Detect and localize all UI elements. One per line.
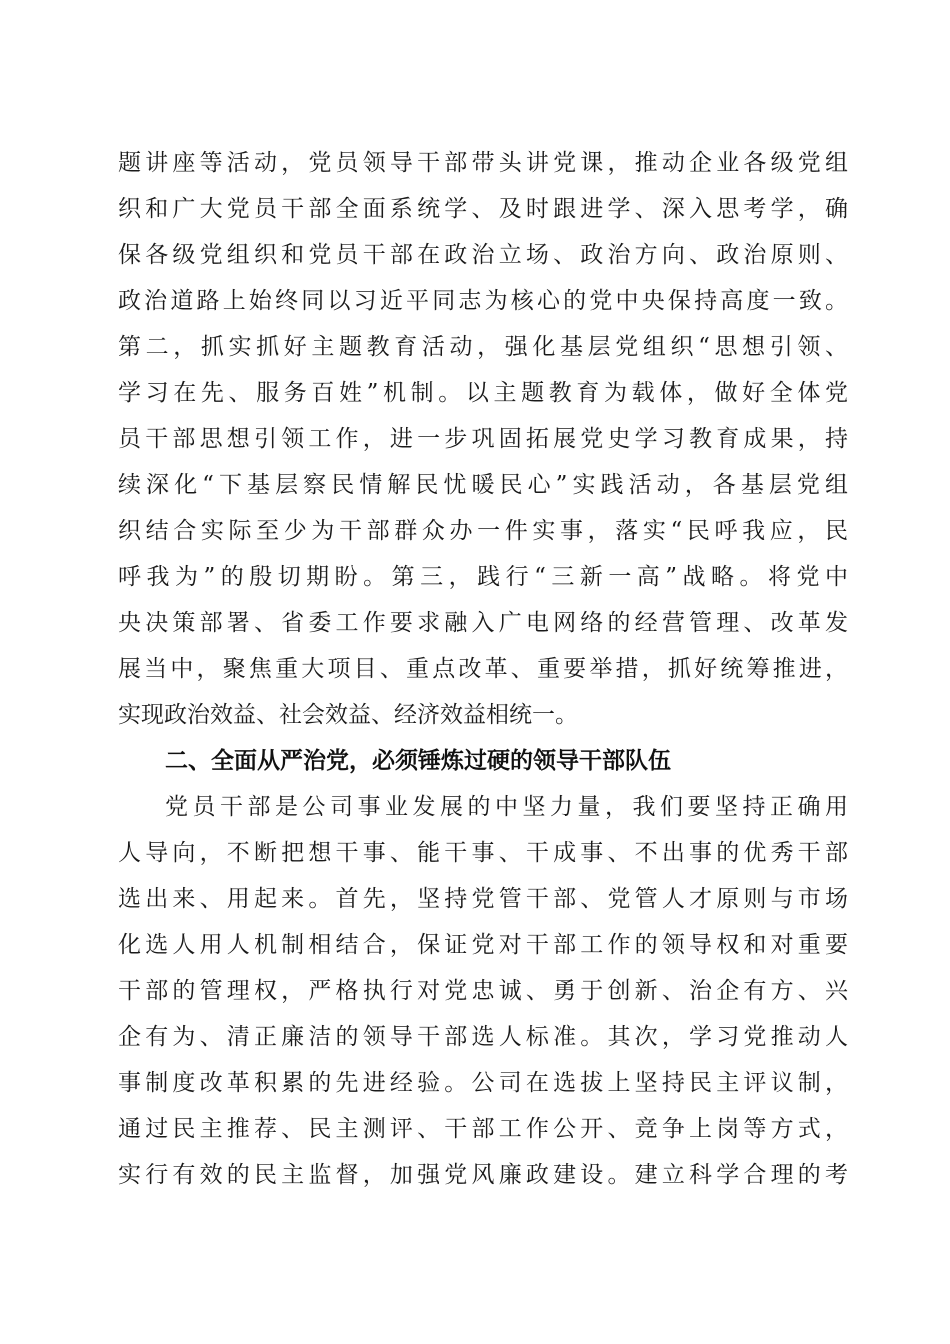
- paragraph-line: 政治道路上始终同以习近平同志为核心的党中央保持高度一致。: [118, 288, 848, 314]
- paragraph-line: 呼我为”的殷切期盼。第三，践行“三新一高”战略。将党中: [118, 564, 848, 590]
- paragraph-line: 织和广大党员干部全面系统学、及时跟进学、深入思考学，确: [118, 196, 848, 222]
- paragraph-line: 选出来、用起来。首先，坚持党管干部、党管人才原则与市场: [118, 886, 848, 912]
- paragraph-line: 企有为、清正廉洁的领导干部选人标准。其次，学习党推动人: [118, 1024, 848, 1050]
- paragraph-line: 保各级党组织和党员干部在政治立场、政治方向、政治原则、: [118, 242, 848, 268]
- paragraph-line: 实现政治效益、社会效益、经济效益相统一。: [118, 702, 578, 728]
- paragraph-line: 党员干部是公司事业发展的中坚力量，我们要坚持正确用: [165, 794, 848, 820]
- paragraph-line: 实行有效的民主监督，加强党风廉政建设。建立科学合理的考: [118, 1162, 848, 1188]
- paragraph-line: 事制度改革积累的先进经验。公司在选拔上坚持民主评议制，: [118, 1070, 848, 1096]
- paragraph-line: 学习在先、服务百姓”机制。以主题教育为载体，做好全体党: [118, 380, 848, 406]
- paragraph-line: 通过民主推荐、民主测评、干部工作公开、竞争上岗等方式，: [118, 1116, 848, 1142]
- paragraph-line: 化选人用人机制相结合，保证党对干部工作的领导权和对重要: [118, 932, 848, 958]
- paragraph-line: 员干部思想引领工作，进一步巩固拓展党史学习教育成果，持: [118, 426, 848, 452]
- paragraph-line: 央决策部署、省委工作要求融入广电网络的经营管理、改革发: [118, 610, 848, 636]
- section-heading: 二、全面从严治党，必须锤炼过硬的领导干部队伍: [165, 748, 671, 774]
- paragraph-line: 第二，抓实抓好主题教育活动，强化基层党组织“思想引领、: [118, 334, 848, 360]
- paragraph-line: 展当中，聚焦重大项目、重点改革、重要举措，抓好统筹推进，: [118, 656, 848, 682]
- paragraph-line: 续深化“下基层察民情解民忧暖民心”实践活动，各基层党组: [118, 472, 848, 498]
- paragraph-line: 织结合实际至少为干部群众办一件实事，落实“民呼我应，民: [118, 518, 848, 544]
- paragraph-line: 人导向，不断把想干事、能干事、干成事、不出事的优秀干部: [118, 840, 848, 866]
- paragraph-line: 干部的管理权，严格执行对党忠诚、勇于创新、治企有方、兴: [118, 978, 848, 1004]
- paragraph-line: 题讲座等活动，党员领导干部带头讲党课，推动企业各级党组: [118, 150, 848, 176]
